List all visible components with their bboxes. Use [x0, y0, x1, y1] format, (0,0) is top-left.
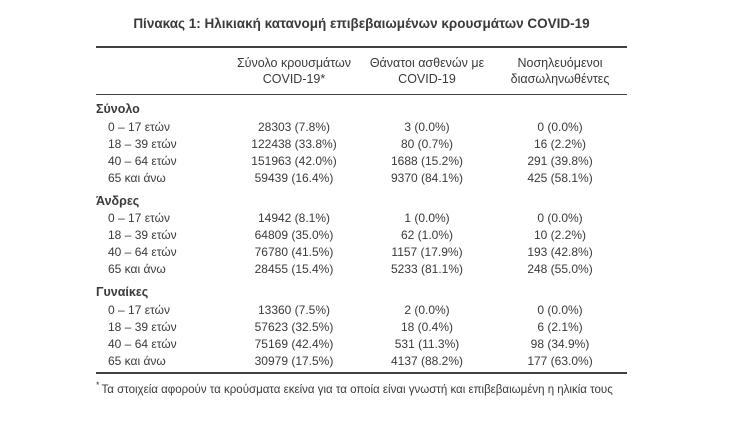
- cases-cell: 75169 (42.4%): [254, 336, 334, 351]
- age-group-label: 0 – 17 ετών: [108, 302, 170, 317]
- column-header-cases: [227, 47, 361, 95]
- cases-cell: 30979 (17.5%): [254, 353, 334, 368]
- age-group-label: 40 – 64 ετών: [108, 153, 177, 168]
- intubated-cell: 10 (2.2%): [533, 228, 587, 242]
- table-header: [96, 47, 627, 95]
- deaths-cell: 62 (1.0%): [400, 228, 454, 242]
- section-header-row: [96, 95, 627, 119]
- section-header-row: [96, 280, 627, 301]
- age-group-label: 0 – 17 ετών: [108, 211, 170, 225]
- data-row: [96, 210, 627, 227]
- age-group-label: 65 και άνω: [108, 170, 166, 185]
- deaths-cell: 1 (0.0%): [404, 211, 450, 225]
- table-title: Πίνακας 1: Ηλικιακή κατανομή επιβεβαιωμένων κρουσμάτων COVID-19: [133, 16, 590, 31]
- intubated-cell: 16 (2.2%): [533, 136, 587, 151]
- table-body: [96, 95, 627, 373]
- intubated-cell: 0 (0.0%): [537, 302, 583, 317]
- footnote-text: Τα στοιχεία αφορούν τα κρούσματα εκείνα για τα οποία είναι γνωστή και επιβεβαιωμένη η ηλικία τους: [101, 383, 613, 396]
- age-group-label: 18 – 39 ετών: [108, 319, 177, 334]
- column-header-deaths-line2: COVID-19: [398, 72, 456, 86]
- age-group-label: 40 – 64 ετών: [108, 336, 177, 351]
- cases-cell: 64809 (35.0%): [254, 228, 334, 242]
- data-row: [96, 135, 627, 152]
- data-row: [96, 352, 627, 373]
- cases-cell: 59439 (16.4%): [254, 170, 334, 185]
- section-label: Γυναίκες: [96, 285, 149, 299]
- header-row: [96, 47, 627, 95]
- section-header-row: [96, 189, 627, 210]
- cases-cell: 151963 (42.0%): [251, 153, 337, 168]
- deaths-cell: 1157 (17.9%): [391, 245, 463, 259]
- age-group-label: 18 – 39 ετών: [108, 136, 177, 151]
- intubated-cell: 98 (34.9%): [530, 336, 590, 351]
- cases-cell: 57623 (32.5%): [254, 319, 334, 334]
- deaths-cell: 1688 (15.2%): [390, 153, 464, 168]
- age-group-label: 40 – 64 ετών: [108, 245, 177, 259]
- deaths-cell: 5233 (81.1%): [390, 262, 464, 276]
- column-header-cases-line1: Σύνολο κρουσμάτων: [236, 56, 352, 70]
- data-row: [96, 118, 627, 135]
- age-distribution-table: [96, 46, 627, 374]
- intubated-cell: 193 (42.8%): [527, 245, 593, 259]
- column-header-deaths-line1: Θάνατοι ασθενών με: [369, 56, 485, 70]
- age-group-label: 0 – 17 ετών: [108, 119, 170, 134]
- data-row: [96, 261, 627, 281]
- cases-cell: 13360 (7.5%): [257, 302, 331, 317]
- intubated-cell: 6 (2.1%): [537, 319, 583, 334]
- cases-cell: 28455 (15.4%): [254, 262, 334, 276]
- age-group-label: 18 – 39 ετών: [108, 228, 177, 242]
- cases-cell: 14942 (8.1%): [257, 211, 331, 225]
- deaths-cell: 9370 (84.1%): [390, 170, 464, 185]
- intubated-cell: 425 (58.1%): [527, 170, 593, 185]
- table-footnote: [96, 378, 627, 397]
- covid-age-table-section: [96, 0, 627, 396]
- section-label: Άνδρες: [96, 193, 140, 208]
- column-header-intubated: [493, 47, 627, 95]
- intubated-cell: 248 (55.0%): [527, 262, 593, 276]
- intubated-cell: 0 (0.0%): [537, 119, 583, 134]
- section-label: Σύνολο: [96, 102, 140, 116]
- intubated-cell: 291 (39.8%): [527, 153, 593, 168]
- deaths-cell: 80 (0.7%): [400, 136, 454, 151]
- cases-cell: 122438 (33.8%): [251, 136, 337, 151]
- intubated-cell: 0 (0.0%): [537, 211, 583, 225]
- data-row: [96, 335, 627, 352]
- data-row: [96, 318, 627, 335]
- age-group-label: 65 και άνω: [108, 262, 166, 276]
- footnote-marker: *: [96, 379, 100, 390]
- cases-cell: 28303 (7.8%): [257, 119, 331, 134]
- cases-cell: 76780 (41.5%): [254, 245, 334, 259]
- column-header-intubated-line2: διασωληνωθέντες: [510, 72, 610, 86]
- age-group-label: 65 και άνω: [108, 353, 166, 368]
- deaths-cell: 2 (0.0%): [404, 302, 450, 317]
- intubated-cell: 177 (63.0%): [527, 353, 593, 368]
- column-header-deaths: [361, 47, 493, 95]
- deaths-cell: 3 (0.0%): [404, 119, 450, 134]
- column-header-cases-line2: COVID-19*: [262, 72, 326, 86]
- data-row: [96, 301, 627, 318]
- deaths-cell: 531 (11.3%): [394, 336, 460, 351]
- data-row: [96, 244, 627, 261]
- data-row: [96, 152, 627, 169]
- deaths-cell: 4137 (88.2%): [390, 353, 464, 368]
- data-row: [96, 227, 627, 244]
- column-header-empty: [96, 47, 227, 95]
- column-header-intubated-line1: Νοσηλευόμενοι: [517, 56, 603, 70]
- deaths-cell: 18 (0.4%): [400, 319, 454, 334]
- data-row: [96, 169, 627, 189]
